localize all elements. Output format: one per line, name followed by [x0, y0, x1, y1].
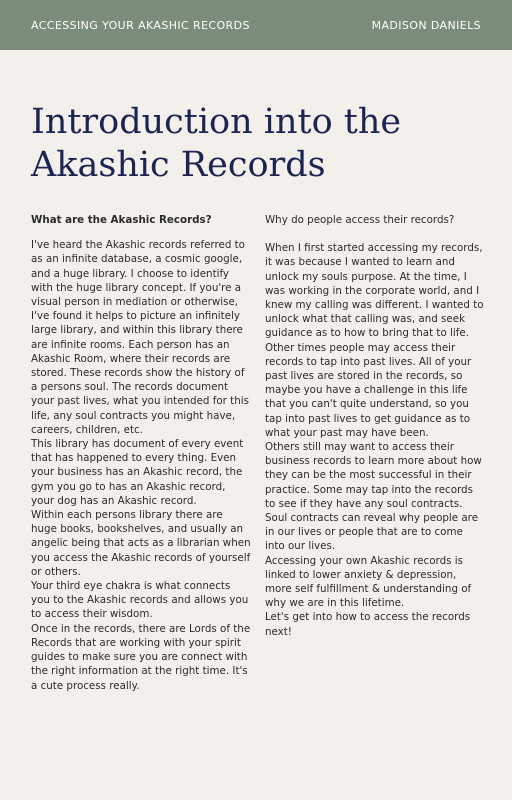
- left-column: [31, 213, 251, 693]
- page-title-line-1: Introduction into the: [31, 102, 402, 142]
- right-paragraph-4: Accessing your own Akashic records is linked to lower anxiety & depression, more self fulfillment & understanding of why we are in this lifetime.: [265, 554, 472, 610]
- right-paragraph-3: Others still may want to access their business records to learn more about how they can be the most successful in their practice. Some may tap into the records to see if they have any soul contracts. Soul contracts can reveal why people are in our lives or people that are to come into our lives.: [265, 441, 482, 553]
- left-column-heading: What are the Akashic Records?: [31, 214, 212, 226]
- page-title-line-2: Akashic Records: [31, 145, 326, 185]
- header-document-title: ACCESSING YOUR AKASHIC RECORDS: [31, 18, 250, 32]
- right-paragraph-1: When I first started accessing my records, it was because I wanted to learn and unlock my souls purpose. At the time, I was working in the corporate world, and I knew my calling was different. I wanted to unlock what that calling was, and seek guidance as to how to bring that to life.: [265, 242, 484, 340]
- left-paragraph-4: Your third eye chakra is what connects you to the Akashic records and allows you to access their wisdom.: [31, 580, 249, 621]
- left-paragraph-2: This library has document of every event that has happened to every thing. Even your business has an Akashic record, the gym you go to has an Akashic record, your dog has an Akashic record.: [31, 438, 244, 507]
- left-paragraph-3: Within each persons library there are huge books, bookshelves, and usually an angelic being that acts as a librarian when you access the Akashic records of yourself or others.: [31, 509, 251, 578]
- page-header: [0, 0, 512, 50]
- right-paragraph-2: Other times people may access their records to tap into past lives. All of your past lives are stored in the records, so maybe you have a challenge in this life that you can't quite understand, so you tap into past lives to get guidance as to what your past may have been.: [265, 341, 472, 439]
- left-paragraph-5: Once in the records, there are Lords of the Records that are working with your spirit guides to make sure you are connect with the right information at the right time. It's a cute process really.: [31, 622, 251, 692]
- left-paragraph-1: I've heard the Akashic records referred to as an infinite database, a cosmic google, and a huge library. I choose to identify with the huge library concept. If you're a visual person in mediation or otherwise, I've found it helps to picture an infinitely large library, and within this library there are infinite rooms. Each person has an Akashic Room, where their records are stored. These records show the history of a persons soul. The records document your past lives, what you intended for this life, any soul contracts you might have, careers, children, etc.: [31, 239, 249, 436]
- right-column: [265, 213, 485, 639]
- header-author-name: MADISON DANIELS: [371, 18, 481, 32]
- right-paragraph-5: Let's get into how to access the records next!: [265, 611, 471, 638]
- page-title: [31, 101, 471, 187]
- right-column-heading: Why do people access their records?: [265, 214, 455, 226]
